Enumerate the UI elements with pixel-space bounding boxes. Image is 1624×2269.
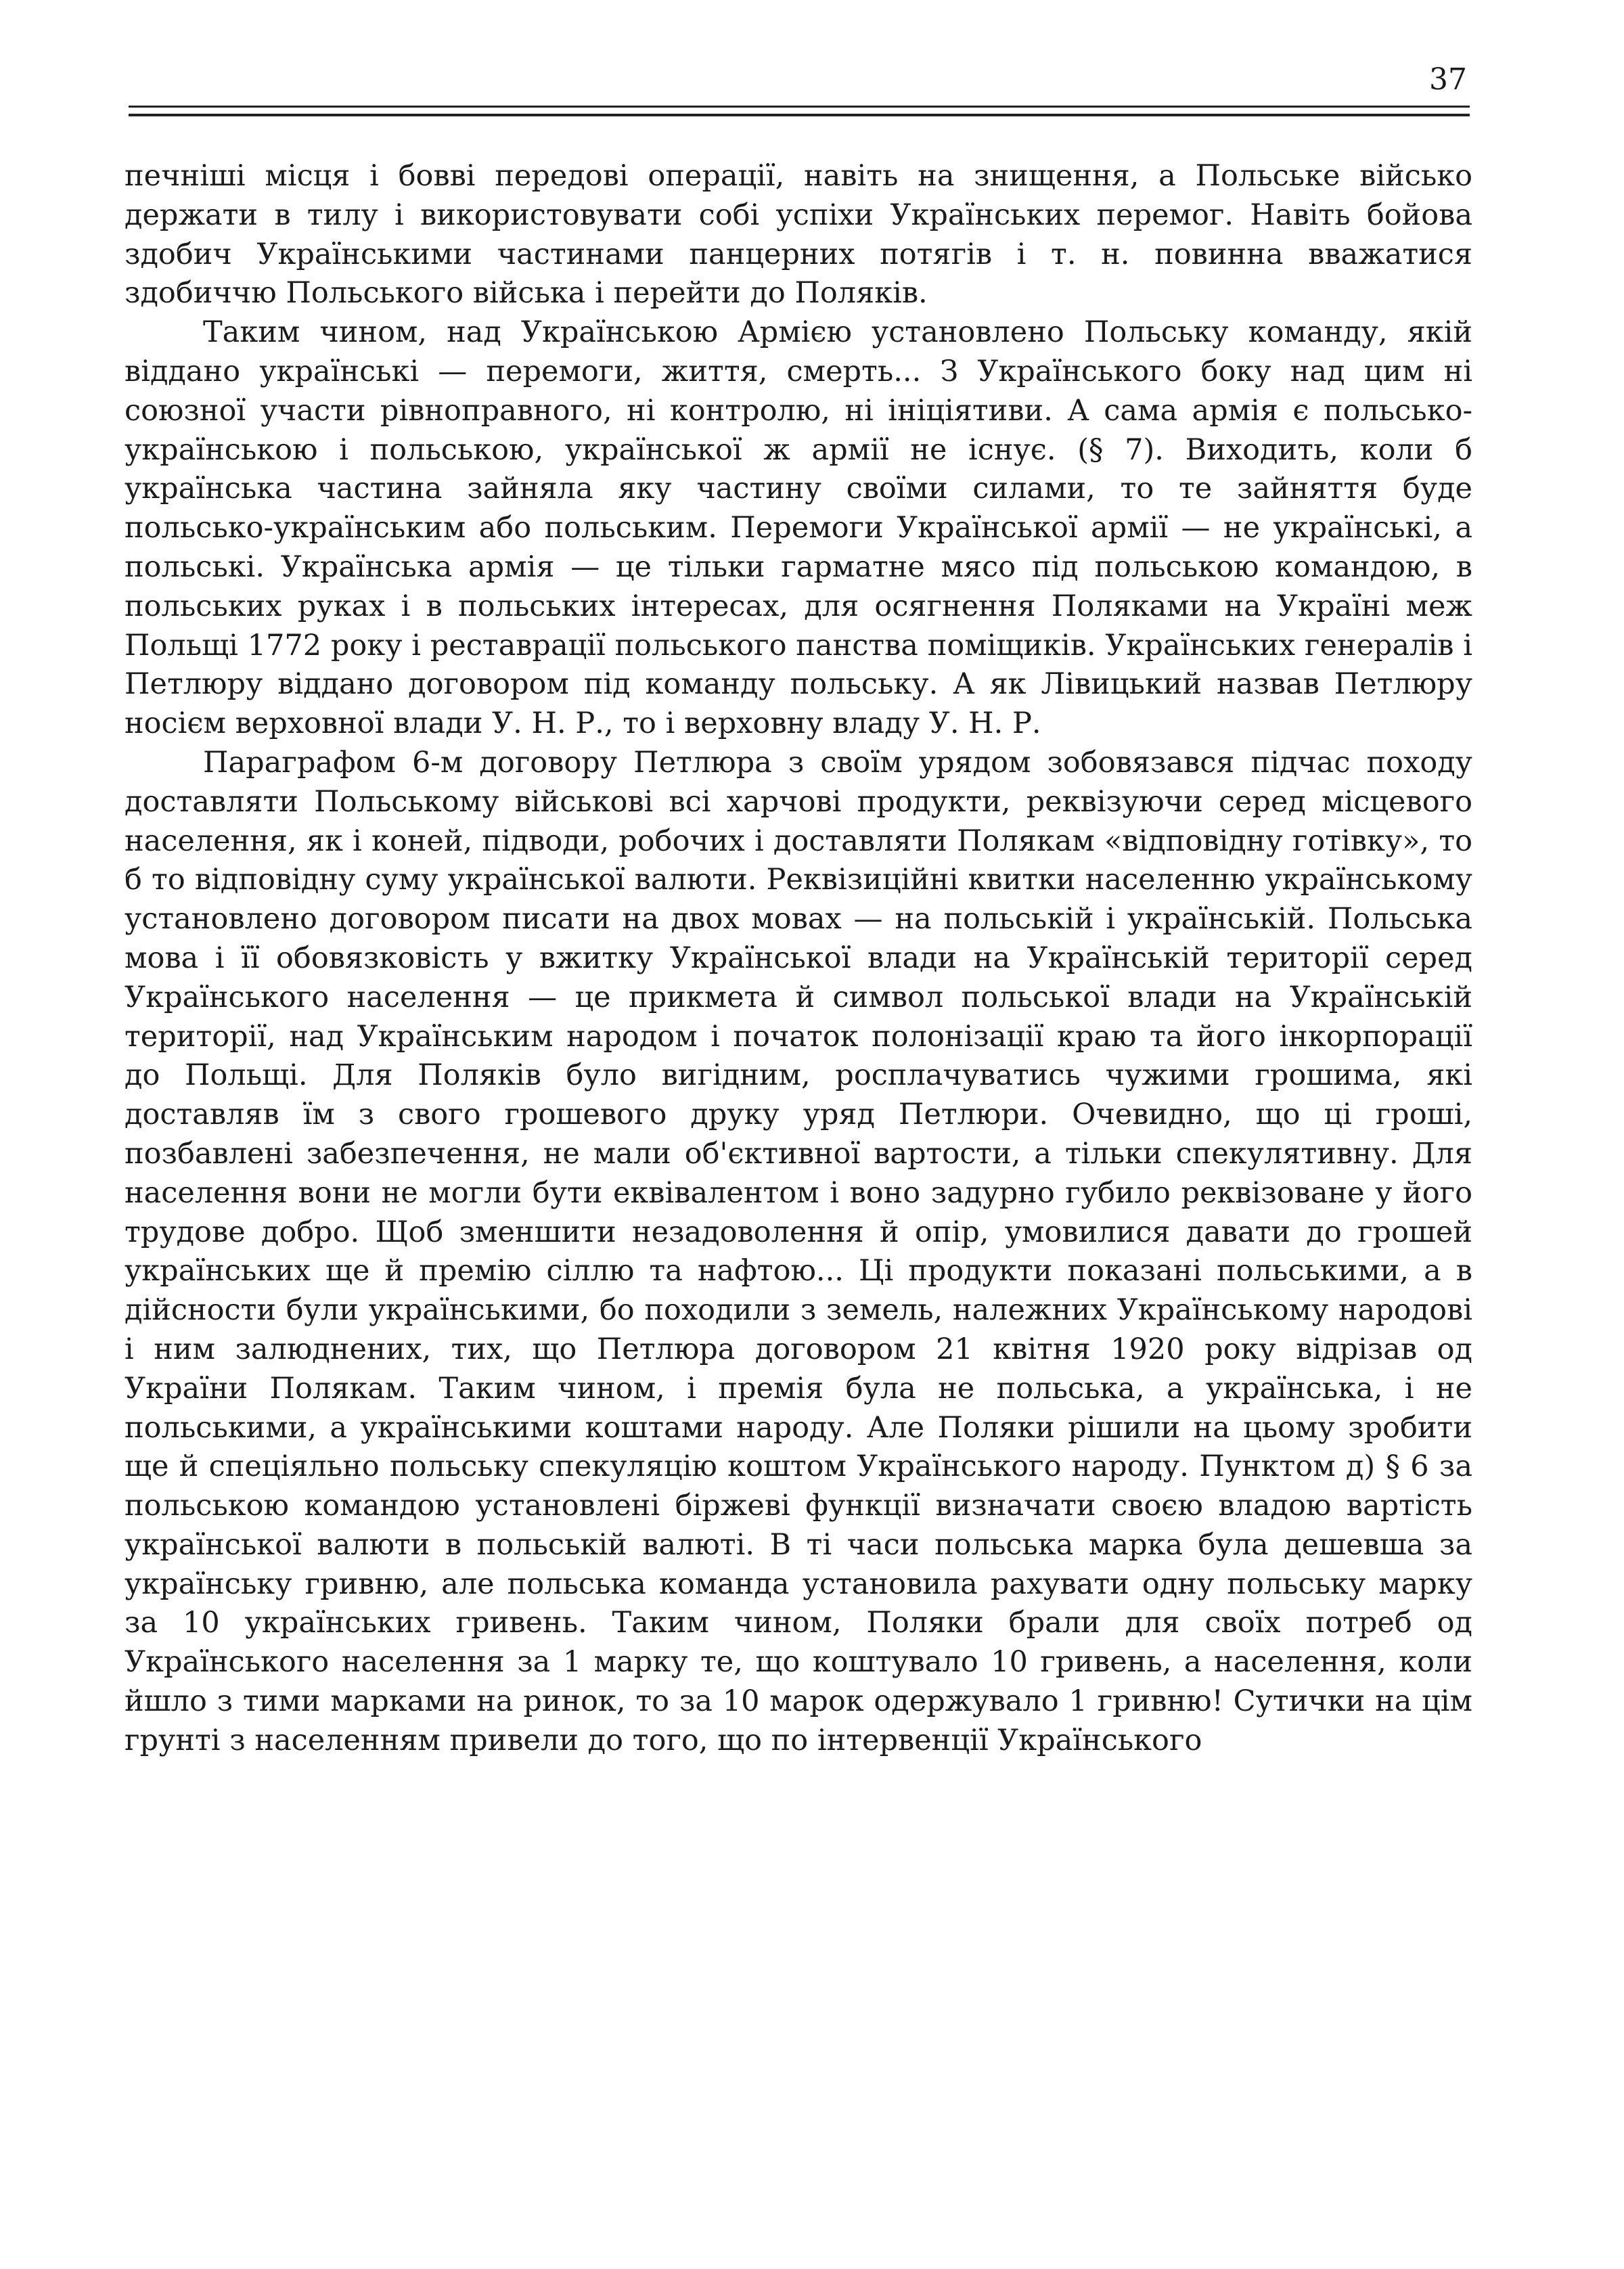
body-text — [125, 157, 1472, 1761]
paragraph-continuation: печніші місця і бовві передові операції, навіть на знищення, а Польське військо держати в тилу і використовувати собі успіхи Українських перемог. Навіть бойова здобич Українськими частинами панцерних потягів і т. н. повинна вважатися здобиччю Польського війська і перейти до Поляків. — [125, 159, 1472, 311]
paragraph: Таким чином, над Українською Армією установлено Польську команду, якій віддано українські — перемоги, життя, смерть... З Українського боку над цим ні союзної участи рівноправного, ні контролю, ні ініціятиви. А сама армія є польсько-українською і польською, української ж армії не існує. (§ 7). Виходить, коли б українська частина зайняла яку частину своїми силами, то те зайняття буде польсько-українським або польським. Перемоги Української армії — не українські, а польські. Українська армія — це тільки гарматне мясо під польською командою, в польських руках і в польських інтересах, для осягнення Поляками на Україні меж Польщі 1772 року і реставрації польського панства поміщиків. Українських генералів і Петлюру віддано договором під команду польську. А як Лівицький назвав Петлюру носієм верховної влади У. Н. Р., то і верховну владу У. Н. Р. — [125, 315, 1472, 741]
page-number: 37 — [1429, 62, 1467, 97]
paragraph: Параграфом 6-м договору Петлюра з своїм урядом зобовязався підчас походу доставляти Польському військові всі харчові продукти, реквізуючи серед місцевого населення, як і коней, підводи, робочих і доставляти Полякам «відповідну готівку», то б то відповідну суму української валюти. Реквізиційні квитки населенню українському установлено договором писати на двох мовах — на польській і українській. Польська мова і її обовязковість у вжитку Української влади на Українській території серед Українського населення — це прикмета й символ польської влади на Українській території, над Українським народом і початок полонізації краю та його інкорпорації до Польщі. Для Поляків було вигідним, росплачуватись чужими грошима, які доставляв їм з свого грошевого друку уряд Петлюри. Очевидно, що ці гроші, позбавлені забезпечення, не мали об'єктивної вартости, а тільки спекулятивну. Для населення вони не могли бути еквівалентом і воно задурно губило реквізоване у його трудове добро. Щоб зменшити незадоволення й опір, умовилися давати до грошей українських ще й премію сіллю та нафтою... Ці продукти показані польськими, а в дійсности були українськими, бо походили з земель, належних Українському народові і ним залюднених, тих, що Петлюра договором 21 квітня 1920 року відрізав од України Полякам. Таким чином, і премія була не польська, а українська, і не польськими, а українськими коштами народу. Але Поляки рішили на цьому зробити ще й спеціяльно польську спекуляцію коштом Українського народу. Пунктом д) § 6 за польською командою установлені біржеві функції визначати своєю владою вартість української валюти в польській валюті. В ті часи польська марка була дешевша за українську гривню, але польська команда установила рахувати одну польську марку за 10 українських гривень. Таким чином, Поляки брали для своїх потреб од Українського населення за 1 марку те, що коштувало 10 гривень, а населення, коли йшло з тими марками на ринок, то за 10 марок одержувало 1 гривню! Сутички на цім грунті з населенням привели до того, що по інтервенції Українського — [125, 745, 1472, 1757]
header-rule-double — [129, 114, 1470, 116]
header-rule — [129, 106, 1470, 108]
